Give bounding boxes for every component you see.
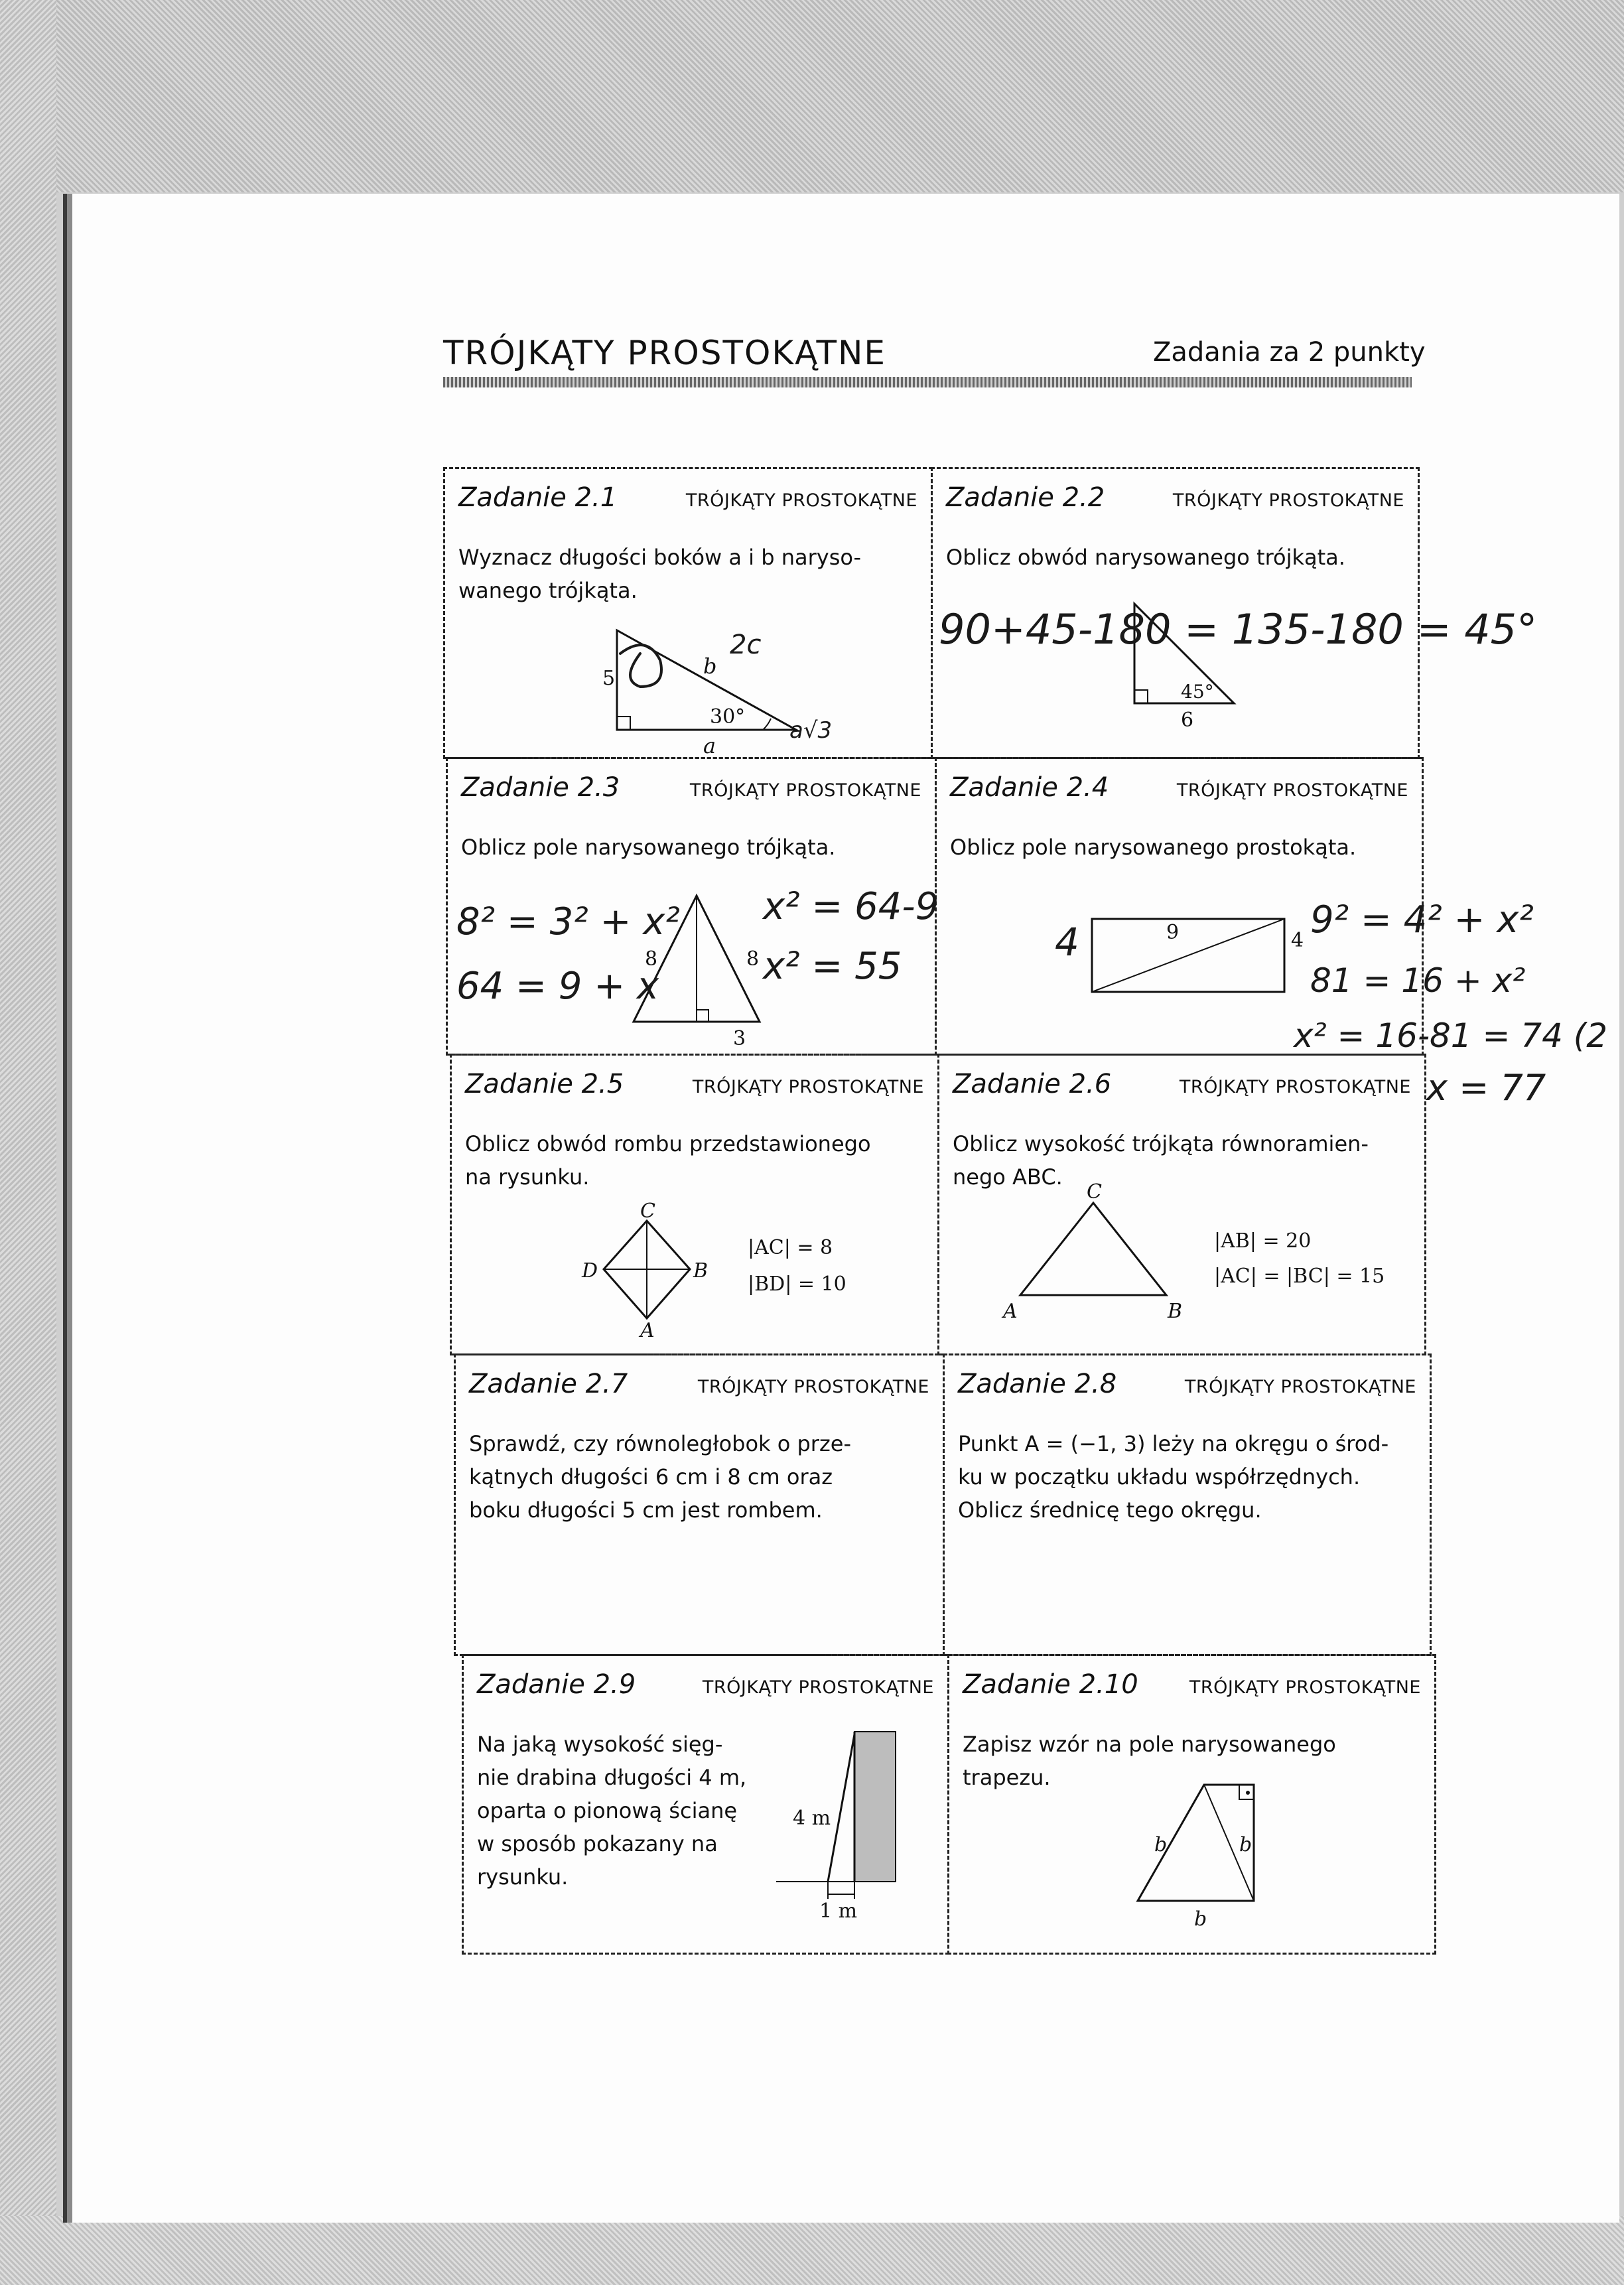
task-tag: TRÓJKĄTY PROSTOKĄTNE [697,1377,929,1397]
task-text: Oblicz pole narysowanego prostokąta. [950,835,1357,860]
task-text: Oblicz pole narysowanego trójkąta. [461,835,836,860]
label-angle-45: 45° [1181,681,1214,703]
hw-2-3-eq3: x² = 64-9 [763,885,939,928]
hw-2-4-eq4: x = 77 [1426,1067,1546,1109]
task-tag: TRÓJKĄTY PROSTOKĄTNE [702,1677,934,1698]
hw-2-3-eq2: 64 = 9 + x [456,965,659,1008]
task-text: Oblicz wysokość trójkąta równoramien- nego ABC. [953,1131,1369,1190]
task-text: Sprawdź, czy równoległobok o prze- kątnych długości 6 cm i 8 cm oraz boku długości 5 cm jest rombem. [469,1431,851,1523]
task-title: Zadanie 2.5 [465,1069,624,1099]
label-base-3: 3 [733,1027,746,1050]
vertex-C: C [640,1200,655,1223]
task-text: Zapisz wzór na pole narysowanego trapezu. [963,1732,1336,1790]
hw-2-4-side: 4 [1055,920,1079,965]
label-b: b [703,654,717,679]
task-tag: TRÓJKĄTY PROSTOKĄTNE [1172,490,1404,511]
vertex-A: A [640,1319,655,1342]
hw-2-4-eq1: 9² = 4² + x² [1310,898,1534,941]
vertex-B: B [1168,1300,1183,1323]
label-side-4: 4 [1291,929,1304,952]
label-base-1m: 1 m [819,1900,858,1923]
task-text: Na jaką wysokość sięg- nie drabina długości 4 m, oparta o pionową ścianę w sposób pokazany na rysunku. [477,1732,747,1890]
task-tag: TRÓJKĄTY PROSTOKĄTNE [1189,1677,1421,1698]
task-text: Oblicz obwód rombu przedstawionego na rysunku. [465,1131,871,1190]
hw-a-sqrt3: a√3 [789,717,833,744]
task-text: Punkt A = (−1, 3) leży na okręgu o środ- ku w początku układu współrzędnych. Oblicz średnicę tego okręgu. [958,1431,1389,1523]
hw-2-4-eq2: 81 = 16 + x² [1310,961,1526,1000]
task-tag: TRÓJKĄTY PROSTOKĄTNE [1176,780,1408,801]
page-subtitle: Zadania za 2 punkty [1153,337,1426,368]
task-tag: TRÓJKĄTY PROSTOKĄTNE [692,1077,924,1097]
task-tag: TRÓJKĄTY PROSTOKĄTNE [1179,1077,1411,1097]
task-title: Zadanie 2.2 [946,482,1105,513]
hw-2c: 2c [730,630,762,660]
task-title: Zadanie 2.1 [458,482,618,513]
label-diag-9: 9 [1166,921,1180,944]
given-acbc: |AC| = |BC| = 15 [1214,1265,1385,1288]
label-a: a [703,733,716,758]
label-mid-b: b [1239,1833,1252,1856]
task-tag: TRÓJKĄTY PROSTOKĄTNE [689,780,921,801]
task-tag: TRÓJKĄTY PROSTOKĄTNE [685,490,917,511]
hw-2-3-eq4: x² = 55 [763,945,902,988]
task-tag: TRÓJKĄTY PROSTOKĄTNE [1184,1377,1416,1397]
vertex-A: A [1003,1300,1018,1323]
vertex-D: D [582,1259,598,1282]
label-angle-30: 30° [710,705,746,728]
task-title: Zadanie 2.9 [477,1669,636,1700]
label-left-b: b [1154,1833,1168,1856]
task-text: Wyznacz długości boków a i b naryso- wanego trójkąta. [458,545,862,603]
task-text: Oblicz obwód narysowanego trójkąta. [946,545,1345,570]
label-base-6: 6 [1181,709,1194,732]
task-title: Zadanie 2.3 [461,772,620,803]
label-side-5: 5 [602,667,616,690]
hw-2-3-eq1: 8² = 3² + x² [456,900,680,943]
hw-2-2-calc: 90+45-180 = 135-180 = 45° [939,605,1538,654]
hw-2-4-eq3: x² = 16-81 = 74 (2 [1294,1016,1608,1055]
given-bd: |BD| = 10 [748,1273,846,1296]
vertex-C: C [1087,1180,1102,1204]
task-title: Zadanie 2.8 [958,1369,1117,1399]
label-ladder-4m: 4 m [793,1807,831,1830]
given-ab: |AB| = 20 [1214,1229,1312,1253]
label-left-8: 8 [645,947,658,971]
given-ac: |AC| = 8 [748,1236,833,1259]
label-right-8: 8 [746,947,760,971]
page-title: TRÓJKĄTY PROSTOKĄTNE [443,334,887,372]
task-title: Zadanie 2.4 [950,772,1109,803]
task-title: Zadanie 2.6 [953,1069,1112,1099]
vertex-B: B [693,1259,709,1282]
task-title: Zadanie 2.10 [963,1669,1138,1700]
label-base-b: b [1194,1907,1207,1931]
task-title: Zadanie 2.7 [469,1369,628,1399]
